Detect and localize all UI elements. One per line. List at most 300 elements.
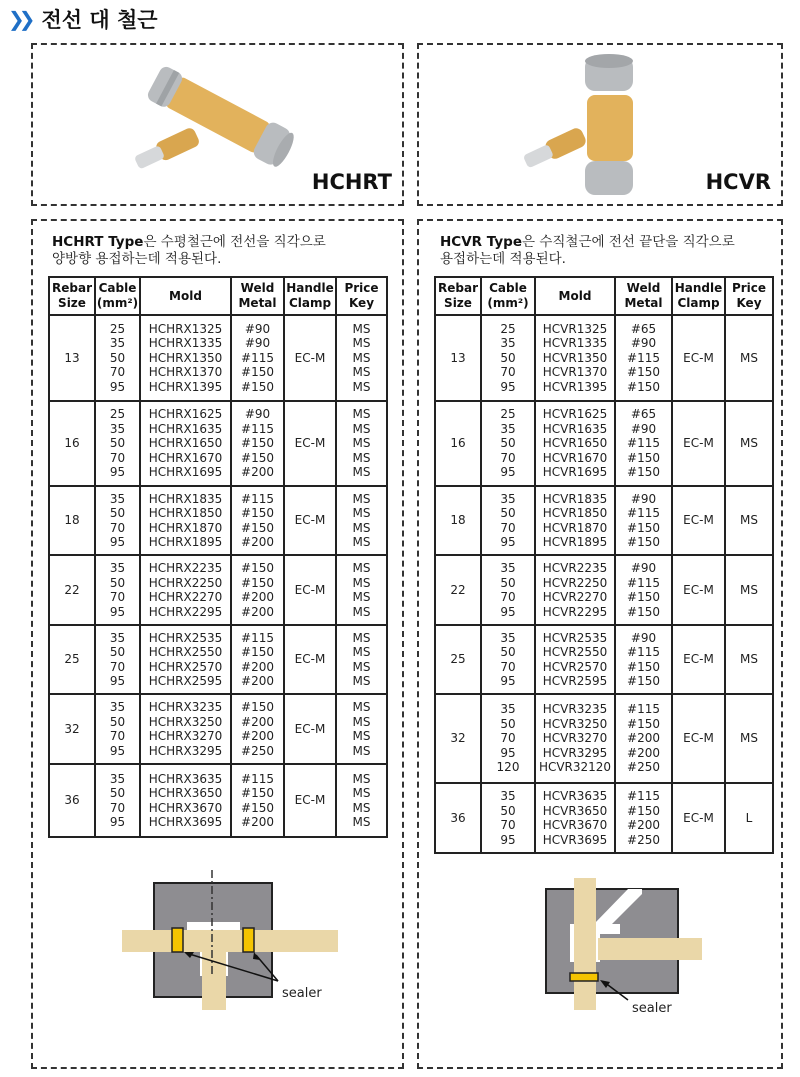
cable-size: 95 xyxy=(109,815,126,829)
cable-size: 95 xyxy=(500,535,516,549)
price-key-cell xyxy=(725,625,773,694)
mold-number: HCHRX1895 xyxy=(148,535,223,549)
handle-clamp-cell: EC-M xyxy=(672,694,725,783)
column-header-line: Clamp xyxy=(288,296,332,310)
mold-number-cell xyxy=(535,315,615,401)
desc-bold: HCVR Type xyxy=(440,234,522,250)
weld-metal: #150 xyxy=(627,659,660,674)
cable-size: 50 xyxy=(109,436,126,451)
weld-metal: #150 xyxy=(627,450,660,465)
handle-clamp-cell: EC-M xyxy=(672,625,725,694)
price-key: MS xyxy=(352,604,371,619)
weld-metal: #115 xyxy=(627,645,660,659)
weld-metal: #150 xyxy=(627,590,660,604)
column-header-line: Handle xyxy=(286,281,334,295)
rebar-size-cell: 25 xyxy=(49,625,95,694)
cable-size: 35 xyxy=(109,421,126,436)
cable-size: 25 xyxy=(109,407,126,422)
column-header xyxy=(284,277,336,315)
price-key: MS xyxy=(352,491,371,506)
cable-size: 50 xyxy=(500,645,516,659)
cable-size: 35 xyxy=(500,491,516,506)
cable-size-cell xyxy=(481,401,535,486)
table-row xyxy=(435,315,773,401)
vertical-rebar xyxy=(574,878,596,1010)
mold-number: HCVR1695 xyxy=(542,465,608,480)
column-header-line: (mm²) xyxy=(487,296,529,310)
weld-metal: #150 xyxy=(627,379,660,394)
weld-metal: #250 xyxy=(627,832,660,847)
weld-metal-cell xyxy=(615,486,672,555)
cable-size: 95 xyxy=(109,379,126,394)
weld-metal: #115 xyxy=(627,436,660,451)
weld-metal: #150 xyxy=(627,365,660,380)
price-key-cell xyxy=(336,555,387,625)
cable-size-cell xyxy=(481,694,535,783)
price-key: MS xyxy=(352,786,371,800)
mold-number-cell xyxy=(140,555,231,625)
mold-number-cell xyxy=(140,486,231,555)
cable-size: 35 xyxy=(500,421,516,436)
column-header xyxy=(336,277,387,315)
price-key: MS xyxy=(352,336,371,351)
handle-clamp-cell: EC-M xyxy=(284,401,336,486)
weld-metal: #115 xyxy=(627,575,660,590)
weld-metal: #150 xyxy=(627,535,660,549)
mold-number: HCVR1835 xyxy=(542,491,608,506)
cable-size: 95 xyxy=(109,743,126,758)
cable-size: 70 xyxy=(500,590,516,604)
price-key: MS xyxy=(352,436,371,451)
mold-number: HCVR2250 xyxy=(542,575,608,590)
weld-metal: #200 xyxy=(241,714,274,729)
price-key: MS xyxy=(352,714,371,729)
price-key: MS xyxy=(352,630,371,645)
price-key: MS xyxy=(352,407,371,422)
weld-metal: #250 xyxy=(627,760,660,775)
column-header-line: Cable xyxy=(489,281,527,295)
price-key: MS xyxy=(352,815,371,829)
cable-size-cell xyxy=(95,625,140,694)
sealer xyxy=(570,973,598,981)
mold-number: HCHRX2535 xyxy=(148,630,223,645)
handle-clamp-cell: EC-M xyxy=(284,555,336,625)
desc-line1: 은 수평철근에 전선을 직각으로 xyxy=(143,234,326,250)
cable-size-cell xyxy=(95,401,140,486)
cable-size: 50 xyxy=(500,803,516,818)
price-key-cell xyxy=(725,694,773,783)
weld-metal: #90 xyxy=(244,407,271,422)
price-key: MS xyxy=(352,743,371,758)
cable-size-cell xyxy=(481,486,535,555)
cable-size: 95 xyxy=(500,832,516,847)
rebar-size-cell: 16 xyxy=(435,401,481,486)
weld-metal: #90 xyxy=(630,421,657,436)
handle-clamp-cell: EC-M xyxy=(284,625,336,694)
mold-number: HCHRX1625 xyxy=(148,407,223,422)
column-header-line: Cable xyxy=(98,281,137,295)
price-key: MS xyxy=(352,365,371,380)
product-image-box-hcvr xyxy=(417,43,783,206)
mold-number: HCVR2550 xyxy=(542,645,608,659)
cable-size: 35 xyxy=(500,702,516,717)
price-key: MS xyxy=(352,659,371,674)
cable-size: 95 xyxy=(500,379,516,394)
mold-number-cell xyxy=(535,401,615,486)
weld-metal-cell xyxy=(231,764,284,837)
weld-metal: #90 xyxy=(244,336,271,351)
handle-clamp-cell: EC-M xyxy=(284,315,336,401)
price-key-cell xyxy=(336,315,387,401)
mold-number: HCHRX1635 xyxy=(148,421,223,436)
weld-metal: #150 xyxy=(241,645,274,659)
mold-number-cell xyxy=(140,315,231,401)
mold-number: HCVR3635 xyxy=(542,789,608,803)
weld-metal: #150 xyxy=(241,575,274,590)
mold-number: HCHRX1850 xyxy=(148,506,223,520)
column-header-line: Price xyxy=(344,281,379,295)
rebar-size-cell: 32 xyxy=(435,694,481,783)
cable-size: 70 xyxy=(109,729,126,743)
mold-number: HCHRX2235 xyxy=(148,561,223,575)
cable-size: 50 xyxy=(500,506,516,520)
column-header-line: Price xyxy=(731,281,767,295)
weld-metal: #150 xyxy=(627,520,660,535)
weld-metal: #150 xyxy=(241,506,274,520)
rebar-size-cell: 18 xyxy=(435,486,481,555)
price-key: MS xyxy=(352,700,371,714)
column-header xyxy=(95,277,140,315)
rebar-size-cell: 16 xyxy=(49,401,95,486)
weld-metal-cell xyxy=(615,783,672,853)
weld-metal: #200 xyxy=(241,729,274,743)
mold-number-cell xyxy=(535,555,615,625)
price-key: MS xyxy=(352,800,371,815)
weld-metal: #150 xyxy=(241,436,274,451)
cable-size-cell xyxy=(481,555,535,625)
desc-line1: 은 수직철근에 전선 끝단을 직각으로 xyxy=(521,234,735,250)
mold-number: HCVR2235 xyxy=(542,561,608,575)
table-row xyxy=(435,694,773,783)
description-hchrt xyxy=(52,234,326,268)
cable-strands xyxy=(134,145,165,170)
weld-metal: #90 xyxy=(244,321,271,336)
mold-number: HCVR3650 xyxy=(542,803,608,818)
mold-number: HCVR2270 xyxy=(542,590,608,604)
weld-metal-cell xyxy=(615,625,672,694)
cable-size: 95 xyxy=(500,604,516,619)
handle-clamp-cell: EC-M xyxy=(672,783,725,853)
weld-metal-cell xyxy=(615,315,672,401)
weld-metal: #150 xyxy=(241,786,274,800)
cable-size: 70 xyxy=(500,659,516,674)
price-key: MS xyxy=(352,520,371,535)
price-key: MS xyxy=(352,379,371,394)
mold-number: HCHRX1870 xyxy=(148,520,223,535)
column-header-line: Handle xyxy=(674,281,723,295)
price-key: L xyxy=(745,810,753,825)
cable-size: 50 xyxy=(500,575,516,590)
handle-clamp-cell: EC-M xyxy=(672,555,725,625)
column-header-line: Key xyxy=(736,296,762,310)
sealer-right xyxy=(243,928,254,952)
mold-number: HCHRX3235 xyxy=(148,700,223,714)
price-key-cell xyxy=(336,401,387,486)
price-key-cell xyxy=(336,694,387,764)
price-key: MS xyxy=(352,321,371,336)
product-label-hchrt: HCHRT xyxy=(311,170,392,194)
mold-number: HCVR1670 xyxy=(542,450,608,465)
cable-size: 70 xyxy=(109,450,126,465)
weld-metal: #90 xyxy=(630,491,657,506)
handle-clamp-cell: EC-M xyxy=(284,764,336,837)
mold-number: HCVR1650 xyxy=(542,436,608,451)
price-key: MS xyxy=(352,590,371,604)
mold-number: HCVR1870 xyxy=(542,520,608,535)
column-header xyxy=(672,277,725,315)
weld-metal: #90 xyxy=(630,336,657,351)
column-header xyxy=(725,277,773,315)
mold-number-cell xyxy=(535,625,615,694)
price-key: MS xyxy=(352,450,371,465)
weld-metal: #150 xyxy=(627,604,660,619)
price-key: MS xyxy=(352,506,371,520)
page-title: 전선 대 철근 xyxy=(41,8,158,32)
cable-size: 70 xyxy=(500,450,516,465)
cable xyxy=(598,938,702,960)
column-header-line: Key xyxy=(348,296,375,310)
table-row xyxy=(49,764,387,837)
table-row xyxy=(49,315,387,401)
cable-size: 50 xyxy=(500,436,516,451)
mold-number: HCHRX3250 xyxy=(148,714,223,729)
product-image-box-hchrt xyxy=(31,43,404,206)
column-header-line: Size xyxy=(58,296,86,310)
cable-size: 35 xyxy=(500,630,516,645)
cable-size: 50 xyxy=(109,350,126,365)
weld-metal: #200 xyxy=(241,535,274,549)
price-key-cell xyxy=(725,401,773,486)
weld-metal: #200 xyxy=(241,604,274,619)
table-row xyxy=(49,625,387,694)
column-header-line: Mold xyxy=(169,288,202,303)
mold-number: HCHRX1695 xyxy=(148,465,223,480)
cable-size: 35 xyxy=(500,336,516,351)
rebar-size-cell: 25 xyxy=(435,625,481,694)
column-header xyxy=(615,277,672,315)
price-key: MS xyxy=(352,575,371,590)
horizontal-rebar xyxy=(122,930,338,952)
price-key: MS xyxy=(740,652,758,667)
table-row xyxy=(435,555,773,625)
mold-number: HCVR1335 xyxy=(542,336,608,351)
cable-size-cell xyxy=(95,486,140,555)
cable-size: 95 xyxy=(109,535,126,549)
column-header-line: (mm²) xyxy=(96,296,139,310)
cable-size: 25 xyxy=(500,407,516,422)
cable-size: 70 xyxy=(109,590,126,604)
weld-metal: #150 xyxy=(241,450,274,465)
weld-metal: #65 xyxy=(630,321,657,336)
desc-line2: 용접하는데 적용된다. xyxy=(440,251,566,267)
table-row xyxy=(435,783,773,853)
rebar-size-cell: 18 xyxy=(49,486,95,555)
price-key-cell xyxy=(336,486,387,555)
cable-size-cell xyxy=(95,315,140,401)
column-header-line: Rebar xyxy=(52,281,92,295)
mold-number: HCVR3250 xyxy=(542,716,608,731)
cable-size: 35 xyxy=(109,491,126,506)
handle-clamp-cell: EC-M xyxy=(672,401,725,486)
mold-number: HCVR1370 xyxy=(542,365,608,380)
mold-number: HCHRX2595 xyxy=(148,674,223,688)
mold-number: HCHRX2295 xyxy=(148,604,223,619)
mold-number: HCHRX3695 xyxy=(148,815,223,829)
weld-metal: #200 xyxy=(241,815,274,829)
mold-number: HCVR3270 xyxy=(542,731,608,746)
mold-number-cell xyxy=(535,486,615,555)
cable-size: 50 xyxy=(109,506,126,520)
price-key-cell xyxy=(725,486,773,555)
weld-metal: #65 xyxy=(630,407,657,422)
mold-number: HCVR32120 xyxy=(538,760,612,775)
sealer-left xyxy=(172,928,183,952)
handle-clamp-cell: EC-M xyxy=(284,486,336,555)
mold-number: HCHRX3270 xyxy=(148,729,223,743)
mold-number-cell xyxy=(140,625,231,694)
cable-size: 70 xyxy=(500,731,516,746)
column-header-line: Size xyxy=(444,296,472,310)
mold-number-cell xyxy=(140,694,231,764)
mold-number-cell xyxy=(535,783,615,853)
price-key: MS xyxy=(352,350,371,365)
cable-size-cell xyxy=(481,625,535,694)
column-header-line: Weld xyxy=(240,281,275,295)
column-header xyxy=(535,277,615,315)
mold-number: HCVR1395 xyxy=(542,379,608,394)
weld-metal: #200 xyxy=(241,590,274,604)
weld-metal: #115 xyxy=(241,350,274,365)
weld-metal-cell xyxy=(231,694,284,764)
price-key: MS xyxy=(352,561,371,575)
table-header-row xyxy=(435,277,773,315)
weld-metal: #90 xyxy=(630,561,657,575)
mold-number: HCVR1625 xyxy=(542,407,608,422)
cable-size: 70 xyxy=(109,800,126,815)
mold-number-cell xyxy=(535,694,615,783)
weld-metal-cell xyxy=(615,555,672,625)
weld-metal: #90 xyxy=(630,630,657,645)
weld-metal-cell xyxy=(231,315,284,401)
column-header-line: Clamp xyxy=(677,296,720,310)
handle-clamp-cell: EC-M xyxy=(284,694,336,764)
column-header xyxy=(435,277,481,315)
weld-metal-cell xyxy=(231,555,284,625)
column-header xyxy=(481,277,535,315)
weld-metal: #115 xyxy=(627,702,660,717)
table-row xyxy=(49,486,387,555)
column-header-line: Weld xyxy=(626,281,661,295)
mold-number: HCVR3670 xyxy=(542,818,608,832)
cable-size: 25 xyxy=(109,321,126,336)
weld-metal: #150 xyxy=(241,520,274,535)
weld-metal-cell xyxy=(231,486,284,555)
cable-size: 50 xyxy=(500,350,516,365)
cable-size: 50 xyxy=(109,714,126,729)
column-header xyxy=(49,277,95,315)
cable-size: 50 xyxy=(500,716,516,731)
rebar-size-cell: 36 xyxy=(49,764,95,837)
weld-metal: #200 xyxy=(241,465,274,480)
weld-metal: #150 xyxy=(241,561,274,575)
price-key: MS xyxy=(740,436,758,451)
price-key: MS xyxy=(352,729,371,743)
mold-number: HCHRX2570 xyxy=(148,659,223,674)
weld-metal-cell xyxy=(615,694,672,783)
rebar-size-cell: 32 xyxy=(49,694,95,764)
mold-number: HCVR3295 xyxy=(542,745,608,760)
weld-metal: #115 xyxy=(241,491,274,506)
table-header-row xyxy=(49,277,387,315)
cable-size: 70 xyxy=(500,365,516,380)
rebar-size-cell: 22 xyxy=(435,555,481,625)
cable-size: 70 xyxy=(500,520,516,535)
price-key: MS xyxy=(740,350,758,365)
column-header-line: Metal xyxy=(238,296,277,310)
table-row xyxy=(49,555,387,625)
mold-number: HCVR1850 xyxy=(542,506,608,520)
table-row xyxy=(435,401,773,486)
weld-metal-cell xyxy=(231,625,284,694)
cable-size-cell xyxy=(481,783,535,853)
weld-metal: #200 xyxy=(241,674,274,688)
weld-metal: #150 xyxy=(241,379,274,394)
weld-metal: #115 xyxy=(627,506,660,520)
weld-metal-cell xyxy=(231,401,284,486)
weld-metal: #150 xyxy=(241,800,274,815)
mold-number: HCVR2595 xyxy=(542,674,608,688)
cable-size: 25 xyxy=(500,321,516,336)
mold-number: HCHRX1835 xyxy=(148,491,223,506)
mold-number: HCVR2570 xyxy=(542,659,608,674)
cable-size: 35 xyxy=(109,630,126,645)
sealer-label: sealer xyxy=(632,1001,672,1016)
weld-metal: #200 xyxy=(627,745,660,760)
hchrt-cross-section-diagram xyxy=(110,866,350,1016)
cable-size: 95 xyxy=(500,465,516,480)
weld-metal: #150 xyxy=(627,465,660,480)
copper-body xyxy=(587,95,633,161)
cable-size: 35 xyxy=(109,700,126,714)
mold-number: HCHRX2250 xyxy=(148,575,223,590)
weld-metal: #250 xyxy=(241,743,274,758)
mold-number: HCVR2535 xyxy=(542,630,608,645)
price-key: MS xyxy=(352,535,371,549)
rebar-size-cell: 13 xyxy=(49,315,95,401)
product-label-hcvr: HCVR xyxy=(705,170,771,194)
spec-table-hchrt xyxy=(48,276,388,838)
column-header-line: Metal xyxy=(624,296,663,310)
cable-size: 70 xyxy=(109,365,126,380)
mold-number-cell xyxy=(140,764,231,837)
price-key: MS xyxy=(740,582,758,597)
mold-number: HCHRX1395 xyxy=(148,379,223,394)
price-key-cell xyxy=(336,625,387,694)
mold-number: HCHRX1650 xyxy=(148,436,223,451)
cable-size: 35 xyxy=(500,789,516,803)
weld-metal: #150 xyxy=(627,803,660,818)
mold-number: HCVR1895 xyxy=(542,535,608,549)
